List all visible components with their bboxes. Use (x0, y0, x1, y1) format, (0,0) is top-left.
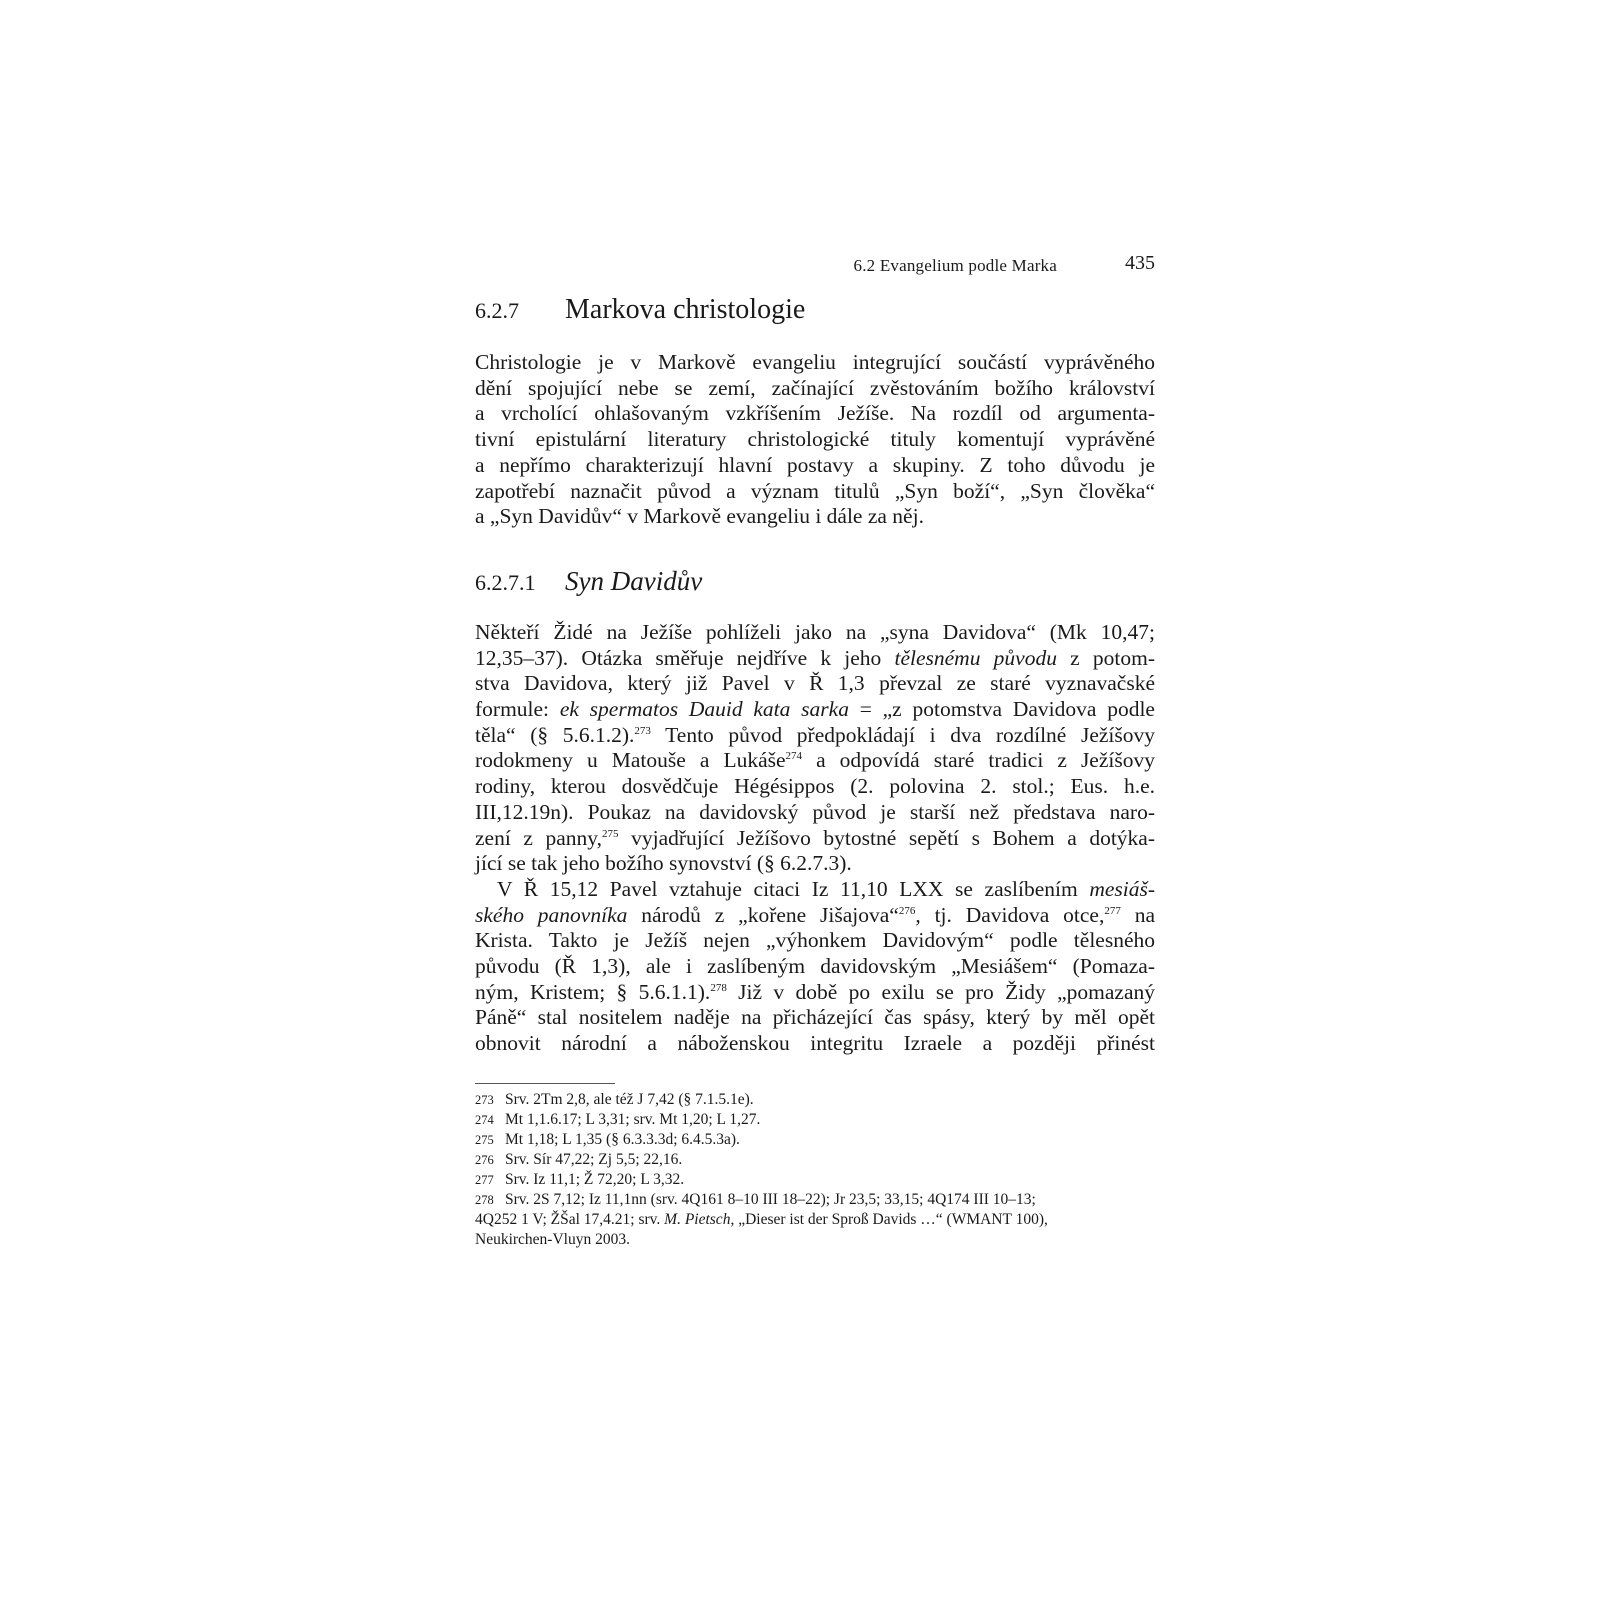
paragraph-line: a „Syn Davidův“ v Markově evangeliu i dále za něj. (475, 504, 924, 529)
line-text: původu (Ř 1,3), ale i zaslíbeným davidovským „Mesiášem“ (Pomaza- (475, 954, 1155, 979)
paragraph-line (475, 620, 1155, 646)
paragraph-line (475, 903, 1155, 929)
italic-text: mesiáš- (1089, 876, 1155, 901)
subsection-paragraph-2 (475, 877, 1155, 1057)
footnotes (475, 1090, 1155, 1250)
footnote-divider (475, 1083, 615, 1084)
paragraph-line (475, 877, 1155, 903)
paragraph-line (475, 851, 1155, 877)
footnote (475, 1170, 1155, 1190)
line-text: rodiny, kterou dosvědčuje Hégésippos (2. polovina 2. stol.; Eus. h.e. (475, 774, 1155, 799)
line-text: zení z panny, (475, 825, 603, 850)
footnote (475, 1130, 1155, 1150)
paragraph-line (475, 1031, 1155, 1057)
footnote (475, 1190, 1155, 1250)
paragraph-line (475, 748, 1155, 774)
line-text: stva Davidova, který již Pavel v Ř 1,3 převzal ze staré vyznavačské (475, 671, 1155, 696)
paragraph-line: a vrcholící ohlašovaným vzkříšením Ježíše. Na rozdíl od argumenta- (475, 401, 1155, 426)
line-text: ným, Kristem; § 5.6.1.1). (475, 979, 711, 1004)
line-text: z potom- (1056, 645, 1155, 670)
paragraph-line: zapotřebí naznačit původ a význam titulů „Syn boží“, „Syn člověka“ (475, 478, 1155, 503)
footnote-number: 274 (475, 1112, 494, 1127)
page-number: 435 (1125, 252, 1155, 274)
line-text: Krista. Takto je Ježíš nejen „výhonkem Davidovým“ podle tělesného (475, 928, 1155, 953)
line-text: formule: (475, 697, 560, 722)
line-text: 12,35–37). Otázka směřuje nejdříve k jeho (475, 645, 895, 670)
paragraph-line (475, 723, 1155, 749)
footnote-text: Srv. Sír 47,22; Zj 5,5; 22,16. (505, 1150, 683, 1168)
subsection-number: 6.2.7.1 (475, 569, 536, 595)
footnote-text: Srv. 2S 7,12; Iz 11,1nn (srv. 4Q161 8–10 III 18–22); Jr 23,5; 33,15; 4Q174 III 10–13; (505, 1190, 1036, 1208)
footnote-ref: 276 (898, 904, 916, 917)
paragraph-line: a nepřímo charakterizují hlavní postavy a skupiny. Z toho důvodu je (475, 452, 1155, 477)
footnote-text: Mt 1,1.6.17; L 3,31; srv. Mt 1,20; L 1,27. (505, 1110, 761, 1128)
italic-text: ek spermatos Dauid kata sarka (559, 697, 849, 722)
footnote-number: 275 (475, 1132, 494, 1147)
line-text: V Ř 15,12 Pavel vztahuje citaci Iz 11,10 LXX se zaslíbením (497, 876, 1090, 901)
author-name: M. Pietsch (664, 1210, 731, 1228)
paragraph-line (475, 697, 1155, 723)
section-paragraph (475, 350, 1155, 530)
footnote-line (475, 1210, 1155, 1230)
subsection-title: Syn Davidův (565, 565, 703, 596)
paragraph-line (475, 800, 1155, 826)
section-title: Markova christologie (565, 294, 806, 325)
subsection-heading (475, 566, 1155, 620)
line-text: III,12.19n). Poukaz na davidovský původ je starší než představa naro- (475, 799, 1155, 824)
line-text: Páně“ stal nositelem naděje na přicházející čas spásy, který by měl opět (475, 1005, 1155, 1030)
footnote-text: Mt 1,18; L 1,35 (§ 6.3.3.3d; 6.4.5.3a). (505, 1130, 740, 1148)
line-text: , tj. Davidova otce, (915, 902, 1105, 927)
line-text: a odpovídá staré tradici z Ježíšovy (802, 748, 1155, 773)
footnote-text: Srv. Iz 11,1; Ž 72,20; L 3,32. (505, 1170, 685, 1188)
footnote-text: , „Dieser ist der Sproß Davids …“ (WMANT 100), (730, 1210, 1048, 1228)
running-head-title: 6.2 Evangelium podle Marka (853, 256, 1057, 275)
paragraph-line (475, 928, 1155, 954)
footnote (475, 1090, 1155, 1110)
section-number: 6.2.7 (475, 298, 519, 323)
line-text: jící se tak jeho božího synovství (§ 6.2.7.3). (475, 851, 852, 876)
footnote-ref: 278 (710, 981, 727, 994)
section-heading (475, 294, 1155, 350)
footnote-ref: 274 (785, 750, 803, 763)
paragraph-line (475, 671, 1155, 697)
footnote-ref: 277 (1104, 904, 1121, 917)
line-text: vyjadřující Ježíšovo bytostné sepětí s Bohem a dotýka- (618, 825, 1155, 850)
footnote-number: 277 (475, 1172, 494, 1187)
paragraph-line (475, 1005, 1155, 1031)
footnote-number: 278 (475, 1192, 494, 1207)
footnote (475, 1110, 1155, 1130)
paragraph-line: dění spojující nebe se zemí, začínající zvěstováním božího království (475, 375, 1155, 400)
subsection-paragraph-1 (475, 620, 1155, 877)
footnote-text: Srv. 2Tm 2,8, ale též J 7,42 (§ 7.1.5.1e). (505, 1090, 754, 1108)
footnote-line: Neukirchen-Vluyn 2003. (475, 1230, 630, 1248)
line-text: rodokmeny u Matouše a Lukáše (475, 748, 786, 773)
footnote (475, 1150, 1155, 1170)
paragraph-line (475, 826, 1155, 852)
book-page (475, 248, 1155, 1250)
italic-text: ského panovníka (475, 902, 628, 927)
paragraph-line: Christologie je v Markově evangeliu integrující součástí vyprávěného (475, 350, 1155, 374)
line-text: těla“ (§ 5.6.1.2). (475, 722, 635, 747)
running-head (475, 248, 1155, 284)
footnote-number: 273 (475, 1092, 494, 1107)
footnote-ref: 275 (602, 827, 619, 840)
line-text: na (1120, 902, 1155, 927)
line-text: národů z „kořene Jišajova“ (627, 902, 899, 927)
footnote-ref: 273 (634, 724, 651, 737)
footnote-text: 4Q252 1 V; ŽŠal 17,4.21; srv. (475, 1210, 665, 1228)
line-text: Již v době po exilu se pro Židy „pomazaný (726, 979, 1155, 1004)
footnote-number: 276 (475, 1152, 494, 1167)
line-text: Někteří Židé na Ježíše pohlíželi jako na „syna Davidova“ (Mk 10,47; (475, 619, 1155, 644)
paragraph-line (475, 774, 1155, 800)
paragraph-line (475, 980, 1155, 1006)
paragraph-line (475, 954, 1155, 980)
italic-text: tělesnému původu (894, 645, 1057, 670)
paragraph-line: tivní epistulární literatury christologické tituly komentují vyprávěné (475, 427, 1155, 452)
paragraph-line (475, 646, 1155, 672)
line-text: = „z potomstva Davidova podle (848, 697, 1155, 722)
line-text: Tento původ předpokládají i dva rozdílné Ježíšovy (650, 722, 1155, 747)
line-text: obnovit národní a náboženskou integritu Izraele a později přinést (475, 1031, 1155, 1056)
